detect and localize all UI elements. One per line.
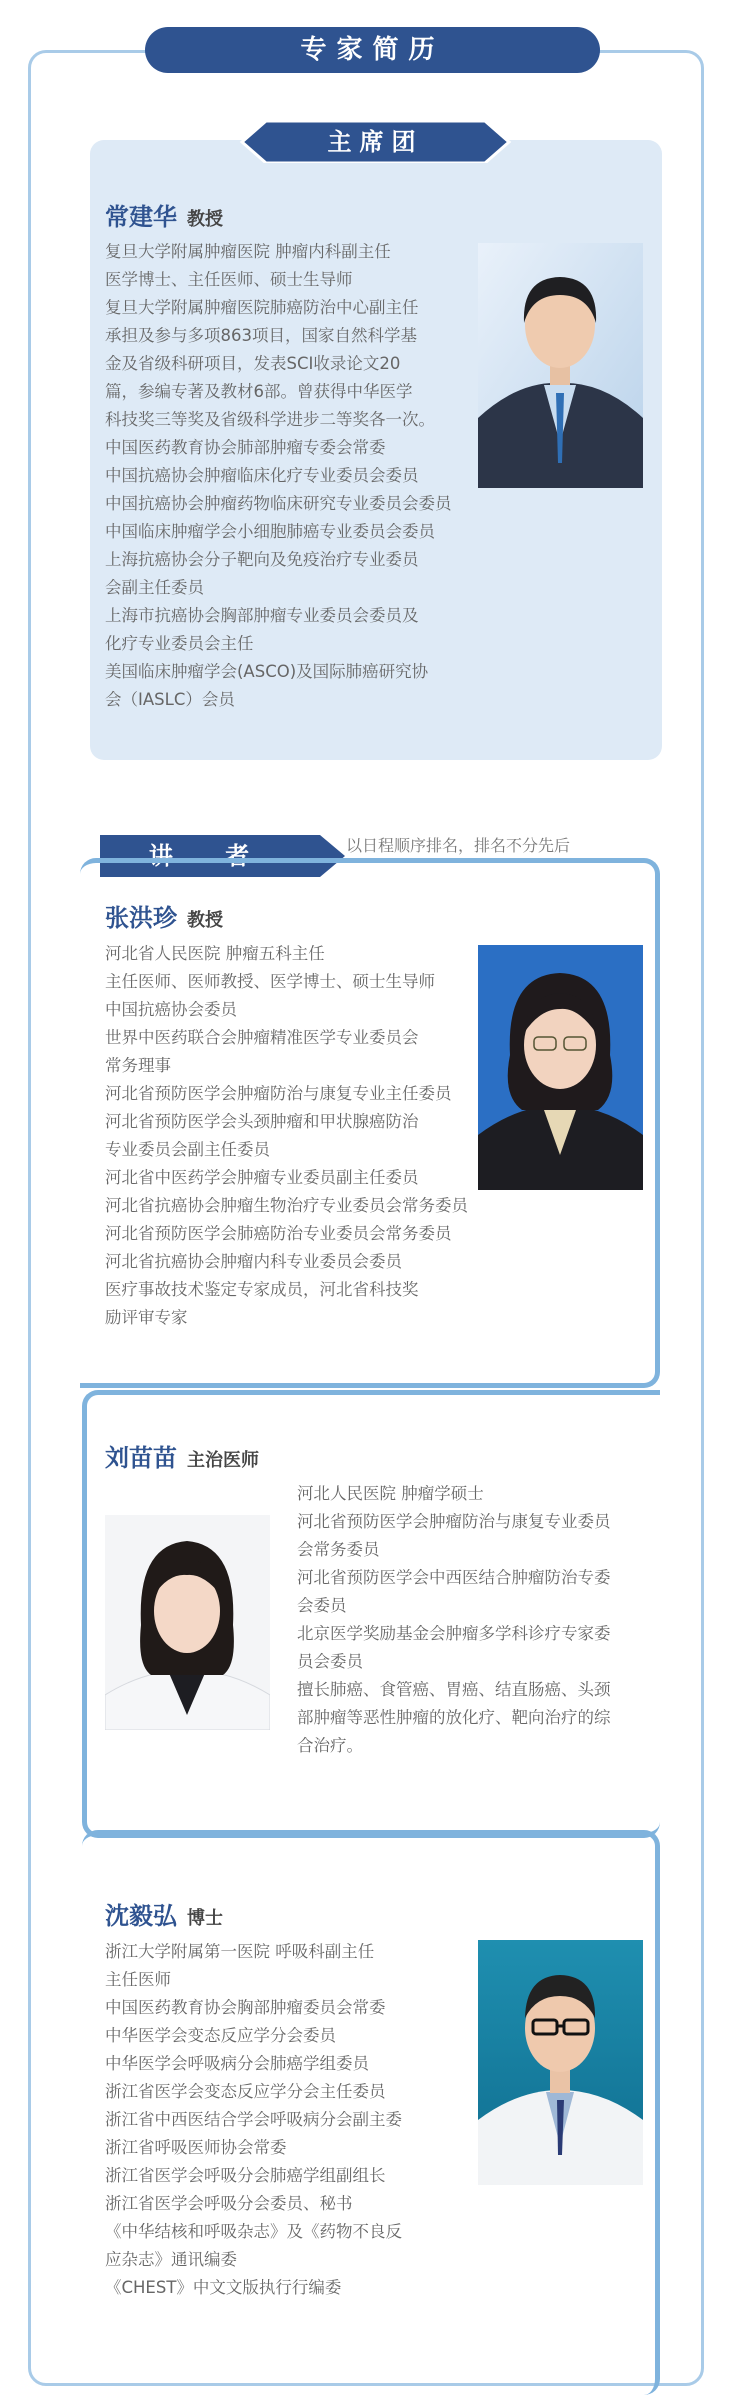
person-title: 博士 bbox=[187, 1908, 223, 1929]
bio-line: 浙江大学附属第一医院 呼吸科副主任 bbox=[105, 1942, 375, 1961]
bio-line: 河北人民医院 肿瘤学硕士 bbox=[297, 1484, 484, 1503]
bio-line: 主任医师、医师教授、医学博士、硕士生导师 bbox=[105, 972, 435, 991]
bio-line: 科技奖三等奖及省级科学进步二等奖各一次。 bbox=[105, 410, 435, 429]
bio-line: 浙江省医学会呼吸分会委员、秘书 bbox=[105, 2194, 353, 2213]
portrait-photo bbox=[478, 945, 643, 1190]
bio-line: 河北省预防医学会肿瘤防治与康复专业委员 bbox=[297, 1512, 611, 1531]
person-name: 沈毅弘 bbox=[105, 1902, 177, 1930]
bio-line: 浙江省中西医结合学会呼吸病分会副主委 bbox=[105, 2110, 402, 2129]
bio-line: 《中华结核和呼吸杂志》及《药物不良反 bbox=[105, 2222, 402, 2241]
bio-line: 美国临床肿瘤学会(ASCO)及国际肺癌研究协 bbox=[105, 662, 429, 681]
page-title: 专家简历 bbox=[145, 27, 600, 73]
person-name: 常建华 bbox=[105, 203, 177, 231]
bio-line: 河北省预防医学会中西医结合肿瘤防治专委 bbox=[297, 1568, 611, 1587]
bio-line: 河北省人民医院 肿瘤五科主任 bbox=[105, 944, 325, 963]
bio-line: 合治疗。 bbox=[297, 1736, 363, 1755]
speaker-bio bbox=[105, 1938, 402, 2302]
ordering-note: 以日程顺序排名，排名不分先后 bbox=[346, 836, 571, 855]
bio-line: 会委员 bbox=[297, 1596, 347, 1615]
bio-line: 主任医师 bbox=[105, 1970, 171, 1989]
speakers-section-label: 讲 者 bbox=[148, 842, 272, 870]
speaker-name-row bbox=[105, 1896, 223, 1931]
bio-line: 中国抗癌协会肿瘤临床化疗专业委员会委员 bbox=[105, 466, 419, 485]
bio-line: 中华医学会呼吸病分会肺癌学组委员 bbox=[105, 2054, 369, 2073]
bio-line: 复旦大学附属肿瘤医院 肿瘤内科副主任 bbox=[105, 242, 391, 261]
bio-line: 应杂志》通讯编委 bbox=[105, 2250, 237, 2269]
bio-line: 承担及参与多项863项目，国家自然科学基 bbox=[105, 326, 417, 345]
bio-line: 河北省预防医学会肿瘤防治与康复专业主任委员 bbox=[105, 1084, 452, 1103]
bio-line: 擅长肺癌、食管癌、胃癌、结直肠癌、头颈 bbox=[297, 1680, 611, 1699]
bio-line: 医疗事故技术鉴定专家成员，河北省科技奖 bbox=[105, 1280, 419, 1299]
bio-line: 会常务委员 bbox=[297, 1540, 380, 1559]
bio-line: 北京医学奖励基金会肿瘤多学科诊疗专家委 bbox=[297, 1624, 611, 1643]
chair-bio bbox=[105, 238, 452, 714]
portrait-photo bbox=[478, 1940, 643, 2185]
bio-line: 会副主任委员 bbox=[105, 578, 204, 597]
bio-line: 篇，参编专著及教材6部。曾获得中华医学 bbox=[105, 382, 413, 401]
chair-name-row bbox=[105, 197, 223, 232]
bio-line: 河北省预防医学会肺癌防治专业委员会常务委员 bbox=[105, 1224, 452, 1243]
person-title: 教授 bbox=[187, 910, 223, 931]
bio-line: 励评审专家 bbox=[105, 1308, 188, 1327]
bio-line: 中国医药教育协会肺部肿瘤专委会常委 bbox=[105, 438, 386, 457]
speaker-bio bbox=[105, 940, 468, 1332]
bio-line: 专业委员会副主任委员 bbox=[105, 1140, 270, 1159]
bio-line: 河北省抗癌协会肿瘤内科专业委员会委员 bbox=[105, 1252, 402, 1271]
portrait-photo bbox=[478, 243, 643, 488]
speaker-name-row bbox=[105, 898, 223, 933]
bio-line: 员会委员 bbox=[297, 1652, 363, 1671]
bio-line: 浙江省医学会变态反应学分会主任委员 bbox=[105, 2082, 386, 2101]
bio-line: 复旦大学附属肿瘤医院肺癌防治中心副主任 bbox=[105, 298, 419, 317]
speaker-name-row bbox=[105, 1438, 259, 1473]
bio-line: 世界中医药联合会肿瘤精准医学专业委员会 bbox=[105, 1028, 419, 1047]
bio-line: 中国医药教育协会胸部肿瘤委员会常委 bbox=[105, 1998, 386, 2017]
bio-line: 上海市抗癌协会胸部肿瘤专业委员会委员及 bbox=[105, 606, 419, 625]
bio-line: 上海抗癌协会分子靶向及免疫治疗专业委员 bbox=[105, 550, 419, 569]
bio-line: 《CHEST》中文文版执行行编委 bbox=[105, 2278, 342, 2297]
bio-line: 中国临床肿瘤学会小细胞肺癌专业委员会委员 bbox=[105, 522, 435, 541]
bio-line: 中国抗癌协会委员 bbox=[105, 1000, 237, 1019]
bio-line: 会（IASLC）会员 bbox=[105, 690, 235, 709]
portrait-photo bbox=[105, 1515, 270, 1730]
bio-line: 部肿瘤等恶性肿瘤的放化疗、靶向治疗的综 bbox=[297, 1708, 611, 1727]
bio-line: 化疗专业委员会主任 bbox=[105, 634, 254, 653]
bio-line: 中华医学会变态反应学分会委员 bbox=[105, 2026, 336, 2045]
bio-line: 河北省预防医学会头颈肿瘤和甲状腺癌防治 bbox=[105, 1112, 419, 1131]
bio-line: 中国抗癌协会肿瘤药物临床研究专业委员会委员 bbox=[105, 494, 452, 513]
bio-line: 河北省抗癌协会肿瘤生物治疗专业委员会常务委员 bbox=[105, 1196, 468, 1215]
bio-line: 浙江省呼吸医师协会常委 bbox=[105, 2138, 287, 2157]
bio-line: 浙江省医学会呼吸分会肺癌学组副组长 bbox=[105, 2166, 386, 2185]
bio-line: 常务理事 bbox=[105, 1056, 171, 1075]
person-title: 主治医师 bbox=[187, 1450, 259, 1471]
speaker-bio bbox=[297, 1480, 611, 1760]
bio-line: 金及省级科研项目，发表SCI收录论文20 bbox=[105, 354, 401, 373]
person-name: 刘苗苗 bbox=[105, 1444, 177, 1472]
person-name: 张洪珍 bbox=[105, 904, 177, 932]
person-title: 教授 bbox=[187, 209, 223, 230]
bio-line: 河北省中医药学会肿瘤专业委员副主任委员 bbox=[105, 1168, 419, 1187]
chair-section-label: 主席团 bbox=[327, 128, 424, 156]
bio-line: 医学博士、主任医师、硕士生导师 bbox=[105, 270, 353, 289]
